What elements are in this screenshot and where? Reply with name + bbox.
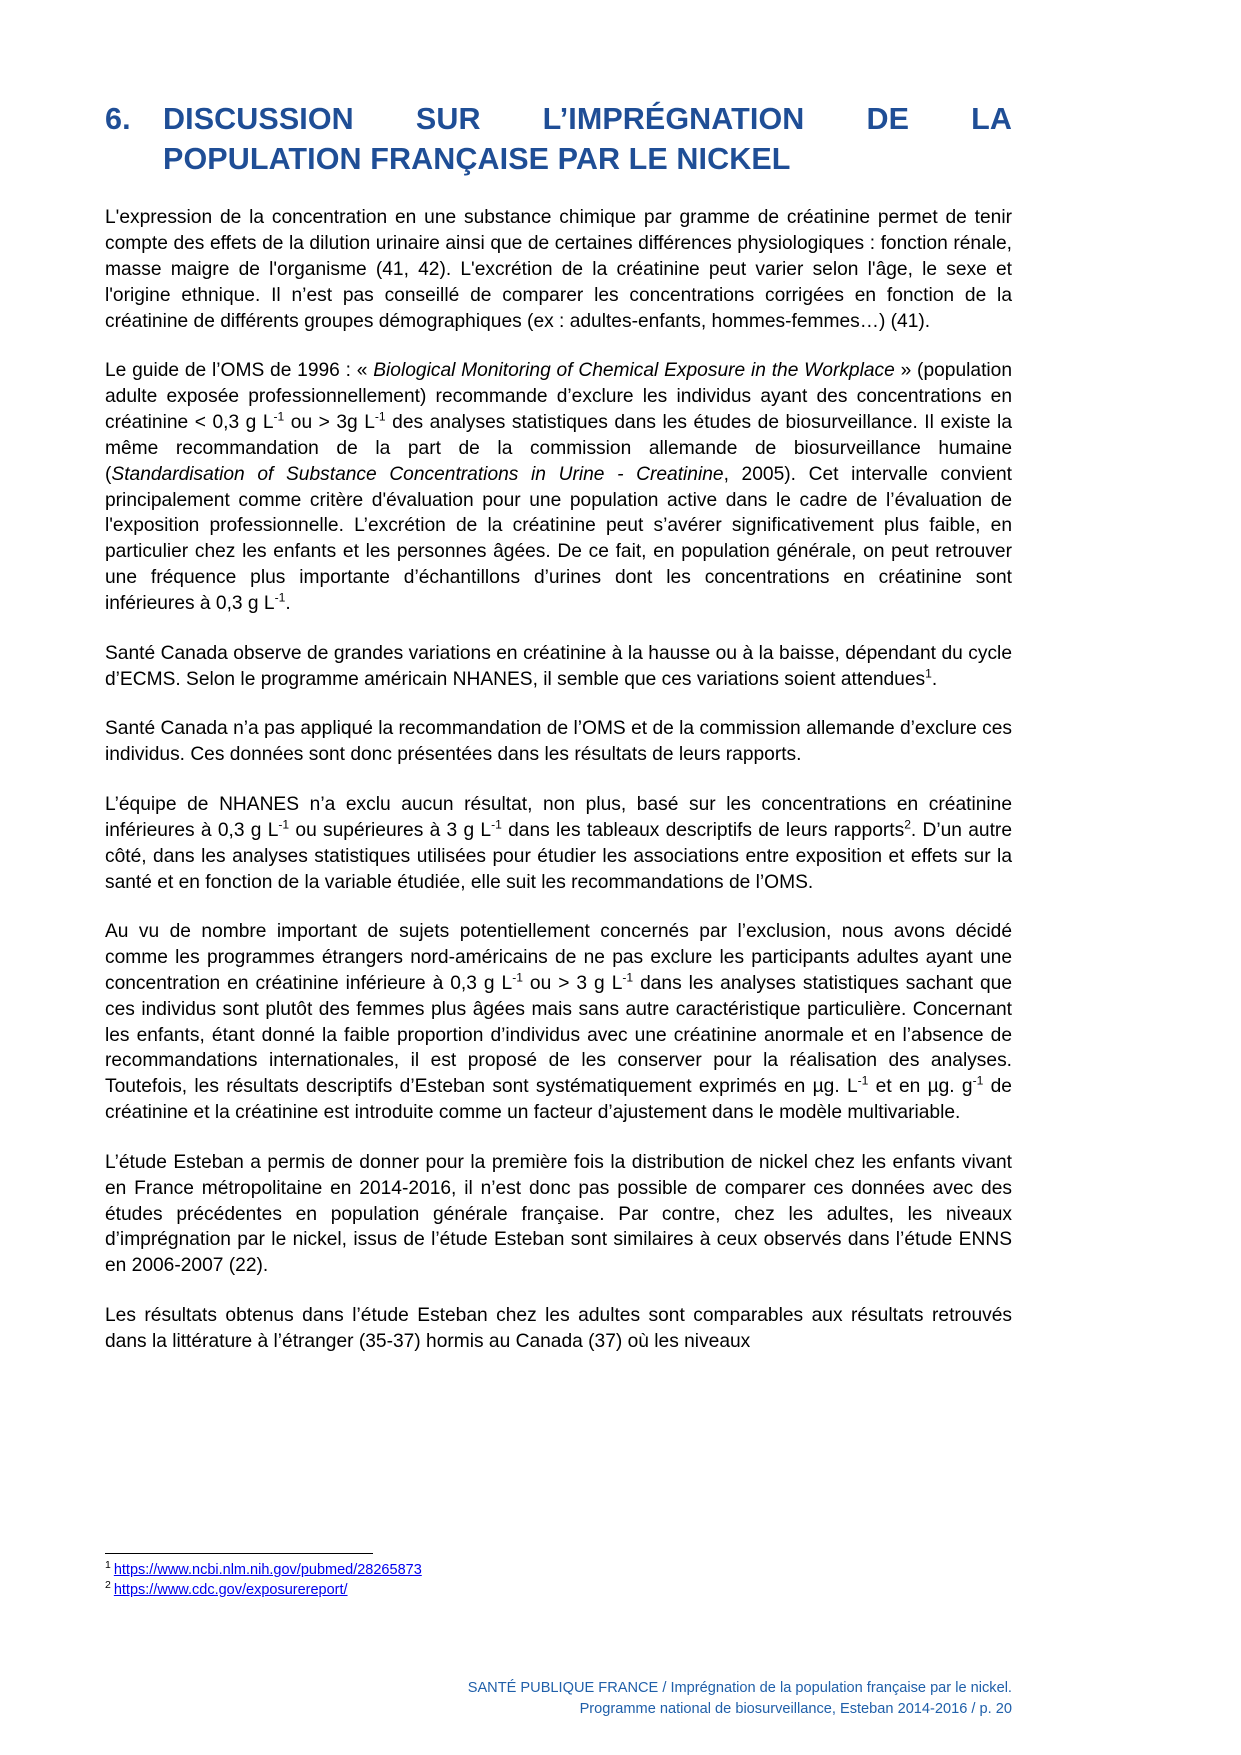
paragraph-4: Santé Canada n’a pas appliqué la recommandation de l’OMS et de la commission allemande d’exclure ces individus. Ces données sont donc présentées dans les résultats de leurs rapports. <box>105 718 1012 766</box>
page-title <box>105 100 1012 179</box>
chapter-title <box>163 100 1012 179</box>
footer-line-2: Programme national de biosurveillance, Esteban 2014-2016 / p. 20 <box>579 1701 1012 1717</box>
footnote-1-link[interactable]: https://www.ncbi.nlm.nih.gov/pubmed/28265873 <box>113 1562 422 1578</box>
footnote-separator <box>105 1553 373 1554</box>
paragraph-5: L’équipe de NHANES n’a exclu aucun résultat, non plus, basé sur les concentrations en créatinine inférieures à 0,3 g $L^{-1}$ ou supérieures à 3 g $L^{-1}$ dans les tableaux descriptifs de leurs rapports$^2$. D’un autre côté, dans les analyses statistiques utilisées pour étudier les associations entre exposition et effets sur la santé et en fonction de la variable étudiée, elle suit les recommandations de l’OMS. <box>105 794 1012 893</box>
footer-line-1: SANTÉ PUBLIQUE FRANCE / Imprégnation de la population française par le nickel. <box>467 1680 1012 1696</box>
chapter-title-line-2: POPULATION FRANÇAISE PAR LE NICKEL <box>163 141 791 176</box>
footnote-1-marker: 1 <box>105 1559 111 1572</box>
footnote-2 <box>105 1578 1012 1600</box>
body-text-container <box>105 205 1012 1354</box>
chapter-number: 6. <box>105 102 131 136</box>
paragraph-3: Santé Canada observe de grandes variations en créatinine à la hausse ou à la baisse, dépendant du cycle d’ECMS. Selon le programme américain NHANES, il semble que ces variations soient attendues$^1$. <box>105 642 1012 690</box>
chapter-title-line-1: DISCUSSION SUR L’IMPRÉGNATION DE LA <box>163 102 1012 136</box>
page-footer <box>105 1678 1012 1720</box>
paragraph-2: Le guide de l’OMS de 1996 : « Biological Monitoring of Chemical Exposure in the Workplace » (population adulte exposée professionnellement) recommande d’exclure les individus ayant des concentrations en créatinine < 0,3 g $L^{-1}$ ou > 3g $L^{-1}$ des analyses statistiques dans les études de biosurveillance. Il existe la même recommandation de la part de la commission allemande de biosurveillance humaine (Standardisation of Substance Concentrations in Urine - Creatinine, 2005). Cet intervalle convient principalement comme critère d'évaluation pour une population active dans le cadre de l’évaluation de l'exposition professionnelle. L’excrétion de la créatinine peut s’avérer significativement plus faible, en particulier chez les enfants et les personnes âgées. De ce fait, en population générale, on peut retrouver une fréquence plus importante d’échantillons d’urines dont les concentrations en créatinine sont inférieures à 0,3 g $L^{-1}$. <box>105 360 1012 614</box>
footnotes-section <box>105 1553 1012 1600</box>
footnote-2-link[interactable]: https://www.cdc.gov/exposurereport/ <box>113 1581 348 1598</box>
footnote-1 <box>105 1561 1012 1580</box>
footnote-2-marker: 2 <box>105 1578 111 1591</box>
page-content <box>105 100 1012 1355</box>
paragraph-6: Au vu de nombre important de sujets potentiellement concernés par l’exclusion, nous avons décidé comme les programmes étrangers nord-américains de ne pas exclure les participants adultes ayant une concentration en créatinine inférieure à 0,3 g $L^{-1}$ ou > 3 g $L^{-1}$ dans les analyses statistiques sachant que ces individus sont plutôt des femmes plus âgées mais sans autre caractéristique particulière. Concernant les enfants, étant donné la faible proportion d’individus avec une créatinine anormale et en l’absence de recommandations internationales, il est proposé de les conserver pour la réalisation des analyses. Toutefois, les résultats descriptifs d’Esteban sont systématiquement exprimés en µg. $L^{-1}$ et en µg. $g^{-1}$ de créatinine et la créatinine est introduite comme un facteur d’ajustement dans le modèle multivariable. <box>105 921 1012 1124</box>
paragraph-7: L’étude Esteban a permis de donner pour la première fois la distribution de nickel chez les enfants vivant en France métropolitaine en 2014-2016, il n’est donc pas possible de comparer ces données avec des études précédentes en population générale française. Par contre, chez les adultes, les niveaux d’imprégnation par le nickel, issus de l’étude Esteban sont similaires à ceux observés dans l’étude ENNS en 2006-2007 (22). <box>105 1151 1012 1277</box>
paragraph-1: L'expression de la concentration en une substance chimique par gramme de créatinine permet de tenir compte des effets de la dilution urinaire ainsi que de certaines différences physiologiques : fonction rénale, masse maigre de l'organisme (41, 42). L'excrétion de la créatinine peut varier selon l'âge, le sexe et l'origine ethnique. Il n’est pas conseillé de comparer les concentrations corrigées en fonction de la créatinine de différents groupes démographiques (ex : adultes-enfants, hommes-femmes…) (41). <box>105 207 1012 332</box>
paragraph-8: Les résultats obtenus dans l’étude Esteban chez les adultes sont comparables aux résultats retrouvés dans la littérature à l’étranger (35-37) hormis au Canada (37) où les niveaux <box>105 1305 1012 1352</box>
